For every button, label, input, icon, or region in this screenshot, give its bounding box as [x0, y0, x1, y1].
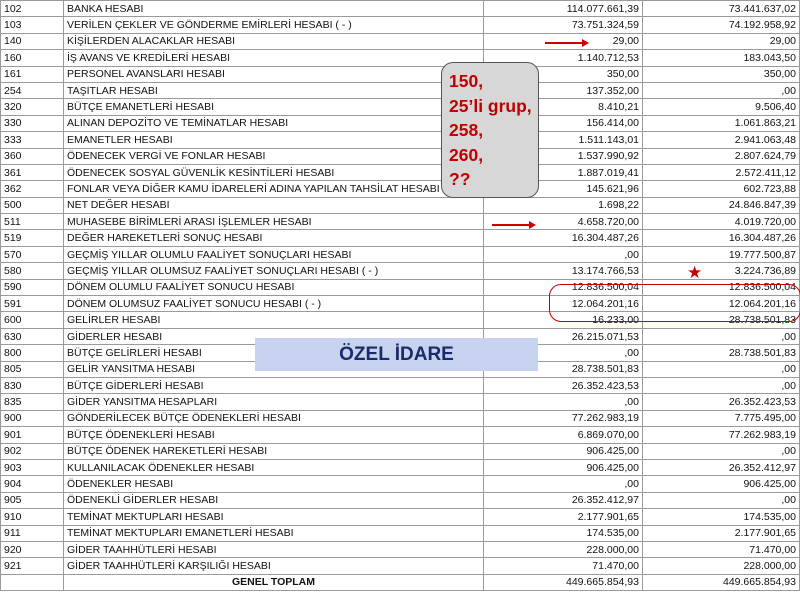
account-code: 590 [1, 279, 64, 295]
account-code: 320 [1, 99, 64, 115]
account-name: ÖDENECEK VERGİ VE FONLAR HESABI [64, 148, 484, 164]
balance-column-1: ,00 [484, 246, 643, 262]
account-name: GİDERLER HESABI [64, 328, 484, 344]
table-row [1, 99, 800, 115]
balance-column-2: 26.352.412,97 [643, 459, 800, 475]
account-code: 805 [1, 361, 64, 377]
account-name: EMANETLER HESABI [64, 132, 484, 148]
account-name: VERİLEN ÇEKLER VE GÖNDERME EMİRLERİ HESABI ( - ) [64, 17, 484, 33]
total-code-cell [1, 574, 64, 590]
balance-column-2: 28.738.501,83 [643, 345, 800, 361]
balance-column-2: 9.506,40 [643, 99, 800, 115]
balance-column-1: 906.425,00 [484, 443, 643, 459]
account-name: ÖDENEKLİ GİDERLER HESABI [64, 492, 484, 508]
balance-column-1: 137.352,00 [484, 82, 643, 98]
balance-column-2: ,00 [643, 328, 800, 344]
account-code: 903 [1, 459, 64, 475]
star-icon: ★ [687, 263, 703, 282]
balance-column-1: 1.887.019,41 [484, 164, 643, 180]
table-row [1, 50, 800, 66]
account-name: BANKA HESABI [64, 1, 484, 17]
balance-column-1: ,00 [484, 476, 643, 492]
note-line: 150, [449, 71, 484, 91]
balance-column-1: 16.304.487,26 [484, 230, 643, 246]
account-code: 904 [1, 476, 64, 492]
balance-column-2: 24.846.847,39 [643, 197, 800, 213]
balance-column-1: 28.738.501,83 [484, 361, 643, 377]
account-code: 830 [1, 377, 64, 393]
arrow-icon [492, 224, 530, 226]
account-code: 362 [1, 181, 64, 197]
balance-column-2: 4.019.720,00 [643, 214, 800, 230]
account-name: GELİR YANSITMA HESABI [64, 361, 484, 377]
table-row [1, 410, 800, 426]
balance-column-2: 2.177.901,65 [643, 525, 800, 541]
account-name: BÜTÇE GELİRLERİ HESABI [64, 345, 484, 361]
balance-column-1: 906.425,00 [484, 459, 643, 475]
account-code: 591 [1, 296, 64, 312]
balance-column-1: 26.215.071,53 [484, 328, 643, 344]
table-row [1, 558, 800, 574]
table-row [1, 263, 800, 279]
table-row [1, 82, 800, 98]
balance-column-2: 2.941.063,48 [643, 132, 800, 148]
note-callout-text [449, 69, 532, 192]
balance-column-2: 71.470,00 [643, 541, 800, 557]
balance-column-1: 8.410,21 [484, 99, 643, 115]
ozel-idare-banner [255, 338, 538, 371]
account-code: 900 [1, 410, 64, 426]
table-row [1, 115, 800, 131]
balance-column-2: 228.000,00 [643, 558, 800, 574]
balance-column-1: 174.535,00 [484, 525, 643, 541]
balance-column-2: 12.064.201,16 [643, 296, 800, 312]
account-code: 901 [1, 427, 64, 443]
balance-column-1: ,00 [484, 394, 643, 410]
balance-column-1: 29,00 [484, 33, 643, 49]
balance-column-2: 3.224.736,89 [643, 263, 800, 279]
account-name: DÖNEM OLUMLU FAALİYET SONUCU HESABI [64, 279, 484, 295]
balance-column-2: 174.535,00 [643, 509, 800, 525]
account-name: KİŞİLERDEN ALACAKLAR HESABI [64, 33, 484, 49]
account-code: 630 [1, 328, 64, 344]
account-code: 910 [1, 509, 64, 525]
account-code: 140 [1, 33, 64, 49]
account-code: 500 [1, 197, 64, 213]
table-row [1, 476, 800, 492]
account-name: BÜTÇE ÖDENEK HAREKETLERİ HESABI [64, 443, 484, 459]
balance-column-1: 145.621,96 [484, 181, 643, 197]
balance-column-2: 602.723,88 [643, 181, 800, 197]
account-name: FONLAR VEYA DİĞER KAMU İDARELERİ ADINA YAPILAN TAHSİLAT HESABI [64, 181, 484, 197]
account-name: İŞ AVANS VE KREDİLERİ HESABI [64, 50, 484, 66]
table-row [1, 197, 800, 213]
account-name: KULLANILACAK ÖDENEKLER HESABI [64, 459, 484, 475]
balance-column-1: 228.000,00 [484, 541, 643, 557]
account-code: 921 [1, 558, 64, 574]
account-name: DEĞER HAREKETLERİ SONUÇ HESABI [64, 230, 484, 246]
table-row [1, 181, 800, 197]
balance-column-1: 1.537.990,92 [484, 148, 643, 164]
table-row [1, 230, 800, 246]
note-line: ?? [449, 169, 471, 189]
balance-column-2: 350,00 [643, 66, 800, 82]
balance-column-2: 183.043,50 [643, 50, 800, 66]
account-code: 800 [1, 345, 64, 361]
balance-column-1: ,00 [484, 345, 643, 361]
balance-column-2: 74.192.958,92 [643, 17, 800, 33]
balance-column-1: 73.751.324,59 [484, 17, 643, 33]
balance-column-1: 16.233,00 [484, 312, 643, 328]
account-code: 902 [1, 443, 64, 459]
balance-column-1: 6.869.070,00 [484, 427, 643, 443]
note-line: 260, [449, 144, 484, 165]
table-row [1, 17, 800, 33]
account-name: ALINAN DEPOZİTO VE TEMİNATLAR HESABI [64, 115, 484, 131]
balance-column-2: 16.304.487,26 [643, 230, 800, 246]
balance-column-1: 2.177.901,65 [484, 509, 643, 525]
balance-column-2: 77.262.983,19 [643, 427, 800, 443]
account-name: TEMİNAT MEKTUPLARI EMANETLERİ HESABI [64, 525, 484, 541]
account-code: 570 [1, 246, 64, 262]
balance-column-2: ,00 [643, 361, 800, 377]
balance-column-2: 12.836.500,04 [643, 279, 800, 295]
table-row [1, 459, 800, 475]
account-code: 254 [1, 82, 64, 98]
balance-column-2: ,00 [643, 82, 800, 98]
table-row [1, 148, 800, 164]
account-name: GİDER YANSITMA HESAPLARI [64, 394, 484, 410]
account-code: 103 [1, 17, 64, 33]
balance-column-1: 4.658.720,00 [484, 214, 643, 230]
account-code: 600 [1, 312, 64, 328]
table-row [1, 377, 800, 393]
table-row [1, 246, 800, 262]
balance-column-2: 7.775.495,00 [643, 410, 800, 426]
account-name: GELİRLER HESABI [64, 312, 484, 328]
account-name: GEÇMİŞ YILLAR OLUMSUZ FAALİYET SONUÇLARI HESABI ( - ) [64, 263, 484, 279]
account-code: 580 [1, 263, 64, 279]
account-name: TAŞITLAR HESABI [64, 82, 484, 98]
table-row [1, 394, 800, 410]
balance-column-2: 26.352.423,53 [643, 394, 800, 410]
table-row [1, 492, 800, 508]
table-row [1, 427, 800, 443]
account-name: ÖDENEKLER HESABI [64, 476, 484, 492]
table-row [1, 164, 800, 180]
balance-column-1: 1.698,22 [484, 197, 643, 213]
account-name: GEÇMİŞ YILLAR OLUMLU FAALİYET SONUÇLARI HESABI [64, 246, 484, 262]
balance-column-2: 73.441.637,02 [643, 1, 800, 17]
total-label: GENEL TOPLAM [64, 574, 484, 590]
balance-column-1: 26.352.412,97 [484, 492, 643, 508]
account-name: MUHASEBE BİRİMLERİ ARASI İŞLEMLER HESABI [64, 214, 484, 230]
balance-column-1: 26.352.423,53 [484, 377, 643, 393]
note-line: 258, [449, 120, 484, 140]
account-code: 511 [1, 214, 64, 230]
account-name: NET DEĞER HESABI [64, 197, 484, 213]
table-row [1, 525, 800, 541]
account-code: 102 [1, 1, 64, 17]
balance-column-2: 19.777.500,87 [643, 246, 800, 262]
balance-column-2: 1.061.863,21 [643, 115, 800, 131]
total-value-2: 449.665.854,93 [643, 574, 800, 590]
account-code: 920 [1, 541, 64, 557]
account-name: GÖNDERİLECEK BÜTÇE ÖDENEKLERİ HESABI [64, 410, 484, 426]
account-code: 360 [1, 148, 64, 164]
balance-column-2: ,00 [643, 492, 800, 508]
balance-column-1: 71.470,00 [484, 558, 643, 574]
table-row [1, 443, 800, 459]
account-name: GİDER TAAHHÜTLERİ HESABI [64, 541, 484, 557]
account-code: 333 [1, 132, 64, 148]
account-name: GİDER TAAHHÜTLERİ KARŞILIĞI HESABI [64, 558, 484, 574]
note-line: 25’li grup, [449, 95, 532, 116]
balance-column-2: 2.807.624,79 [643, 148, 800, 164]
balance-column-2: 29,00 [643, 33, 800, 49]
total-value-1: 449.665.854,93 [484, 574, 643, 590]
table-row [1, 132, 800, 148]
balance-column-1: 77.262.983,19 [484, 410, 643, 426]
total-row [1, 574, 800, 590]
balance-column-1: 13.174.766,53 [484, 263, 643, 279]
balance-column-1: 12.836.500,04 [484, 279, 643, 295]
balance-column-1: 156.414,00 [484, 115, 643, 131]
account-code: 330 [1, 115, 64, 131]
account-code: 905 [1, 492, 64, 508]
balance-column-2: 28.738.501,83 [643, 312, 800, 328]
balance-column-1: 12.064.201,16 [484, 296, 643, 312]
table-row [1, 541, 800, 557]
banner-label: ÖZEL İDARE [339, 343, 454, 365]
account-code: 519 [1, 230, 64, 246]
account-code: 161 [1, 66, 64, 82]
table-row [1, 214, 800, 230]
account-name: DÖNEM OLUMSUZ FAALİYET SONUCU HESABI ( - ) [64, 296, 484, 312]
account-name: BÜTÇE ÖDENEKLERİ HESABI [64, 427, 484, 443]
account-code: 160 [1, 50, 64, 66]
balance-column-1: 1.511.143,01 [484, 132, 643, 148]
account-name: BÜTÇE EMANETLERİ HESABI [64, 99, 484, 115]
account-name: TEMİNAT MEKTUPLARI HESABI [64, 509, 484, 525]
arrow-icon [545, 42, 583, 44]
balance-column-1: 1.140.712,53 [484, 50, 643, 66]
balance-column-1: 114.077.661,39 [484, 1, 643, 17]
balance-column-2: ,00 [643, 377, 800, 393]
account-code: 361 [1, 164, 64, 180]
balance-column-2: 906.425,00 [643, 476, 800, 492]
table-row [1, 66, 800, 82]
table-row [1, 33, 800, 49]
account-name: BÜTÇE GİDERLERİ HESABI [64, 377, 484, 393]
account-name: PERSONEL AVANSLARI HESABI [64, 66, 484, 82]
account-code: 835 [1, 394, 64, 410]
account-name: ÖDENECEK SOSYAL GÜVENLİK KESİNTİLERİ HESABI [64, 164, 484, 180]
balance-column-2: 2.572.411,12 [643, 164, 800, 180]
account-code: 911 [1, 525, 64, 541]
highlight-oval [549, 284, 800, 322]
table-row [1, 509, 800, 525]
balance-column-2: ,00 [643, 443, 800, 459]
balance-column-1: 350,00 [484, 66, 643, 82]
table-row [1, 1, 800, 17]
